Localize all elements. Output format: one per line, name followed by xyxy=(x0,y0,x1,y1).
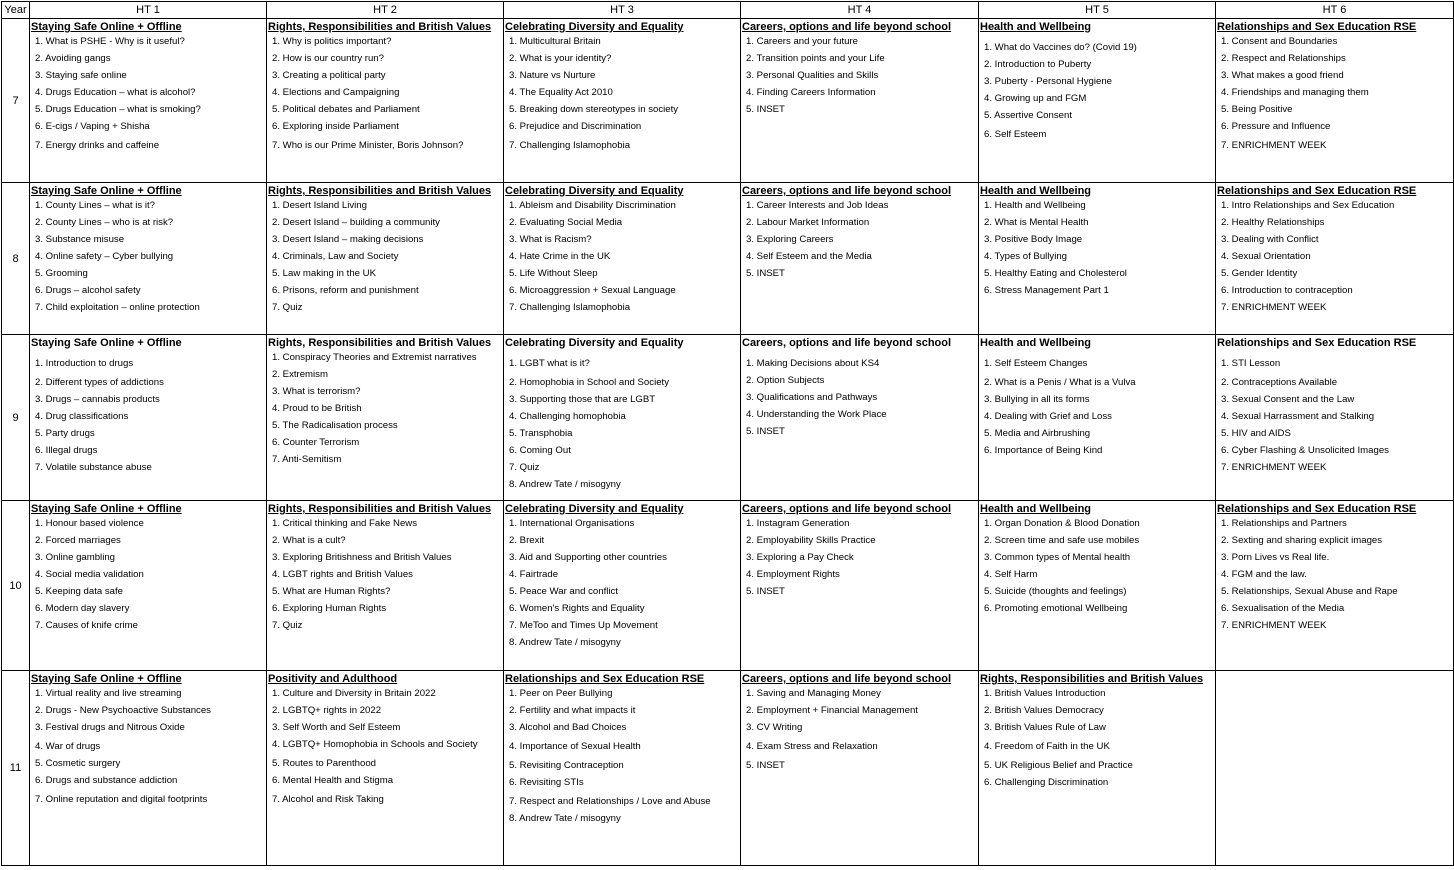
topic-cell xyxy=(504,183,741,335)
lesson-item: 2. Sexting and sharing explicit images xyxy=(1221,535,1383,546)
topic-cell xyxy=(30,183,267,335)
topic-title: Health and Wellbeing xyxy=(980,337,1092,349)
lesson-item: 5. Life Without Sleep xyxy=(509,268,598,279)
lesson-item: 4. Sexual Harrassment and Stalking xyxy=(1221,411,1375,422)
lesson-item: 4. Self Esteem and the Media xyxy=(746,251,872,262)
lesson-item: 3. Sexual Consent and the Law xyxy=(1221,394,1355,405)
lesson-item: 4. Friendships and managing them xyxy=(1221,87,1369,98)
lesson-list xyxy=(979,357,1215,457)
topic-cell xyxy=(504,335,741,501)
lesson-list xyxy=(30,517,266,632)
lesson-item: 3. Festival drugs and Nitrous Oxide xyxy=(35,722,185,733)
lesson-item: 1. Saving and Managing Money xyxy=(746,688,881,699)
topic-cell xyxy=(1216,671,1454,866)
lesson-item: 7. Causes of knife crime xyxy=(35,620,138,631)
lesson-item: 5. Cosmetic surgery xyxy=(35,758,121,769)
lesson-list xyxy=(267,35,503,152)
lesson-item: 6. Women's Rights and Equality xyxy=(509,603,645,614)
lesson-item: 3. Common types of Mental health xyxy=(984,552,1131,563)
lesson-item: 1. Conspiracy Theories and Extremist narratives xyxy=(272,352,477,363)
lesson-item: 5. Peace War and conflict xyxy=(509,586,618,597)
year-label: 10 xyxy=(2,501,30,671)
lesson-item: 5. Revisiting Contraception xyxy=(509,760,624,771)
lesson-list xyxy=(1216,199,1453,314)
lesson-item: 3. What is terrorism? xyxy=(272,386,361,397)
lesson-item: 4. Criminals, Law and Society xyxy=(272,251,399,262)
lesson-item: 6. Challenging Discrimination xyxy=(984,777,1109,788)
lesson-item: 2. Desert Island – building a community xyxy=(272,217,440,228)
lesson-item: 7. Online reputation and digital footprints xyxy=(35,794,208,805)
lesson-list xyxy=(741,35,978,116)
topic-title: Rights, Responsibilities and British Values xyxy=(268,337,492,349)
lesson-list xyxy=(979,199,1215,297)
lesson-item: 2. Respect and Relationships xyxy=(1221,53,1346,64)
lesson-list xyxy=(267,199,503,314)
lesson-item: 4. Exam Stress and Relaxation xyxy=(746,741,878,752)
year-header: Year xyxy=(2,2,30,19)
topic-title: Careers, options and life beyond school xyxy=(742,185,952,197)
topic-title: Relationships and Sex Education RSE xyxy=(1217,503,1417,515)
lesson-item: 2. What is Mental Health xyxy=(984,217,1089,228)
lesson-item: 2. Extremism xyxy=(272,369,328,380)
topic-title: Celebrating Diversity and Equality xyxy=(505,185,684,197)
topic-cell xyxy=(267,501,504,671)
lesson-item: 4. Challenging homophobia xyxy=(509,411,626,422)
lesson-item: 5. Healthy Eating and Cholesterol xyxy=(984,268,1127,279)
lesson-item: 4. Proud to be British xyxy=(272,403,362,414)
topic-title: Relationships and Sex Education RSE xyxy=(1217,337,1417,349)
topic-cell xyxy=(741,671,979,866)
lesson-item: 7. Volatile substance abuse xyxy=(35,462,152,473)
lesson-item: 3. Exploring Britishness and British Values xyxy=(272,552,452,563)
lesson-item: 6. Counter Terrorism xyxy=(272,437,360,448)
lesson-item: 3. Substance misuse xyxy=(35,234,125,245)
topic-title: Rights, Responsibilities and British Values xyxy=(268,185,492,197)
topic-title: Health and Wellbeing xyxy=(980,503,1092,515)
lesson-item: 3. Dealing with Conflict xyxy=(1221,234,1319,245)
lesson-item: 7. ENRICHMENT WEEK xyxy=(1221,462,1327,473)
lesson-list xyxy=(504,357,740,491)
lesson-item: 5. Political debates and Parliament xyxy=(272,104,420,115)
lesson-item: 3. Qualifications and Pathways xyxy=(746,392,878,403)
lesson-item: 7. Child exploitation – online protection xyxy=(35,302,200,313)
lesson-list xyxy=(267,517,503,632)
lesson-item: 2. Option Subjects xyxy=(746,375,825,386)
lesson-item: 2. Evaluating Social Media xyxy=(509,217,623,228)
lesson-item: 2. Transition points and your Life xyxy=(746,53,885,64)
lesson-item: 4. Drugs Education – what is alcohol? xyxy=(35,87,196,98)
lesson-item: 4. Drug classifications xyxy=(35,411,129,422)
lesson-list xyxy=(741,687,978,772)
topic-title: Celebrating Diversity and Equality xyxy=(505,337,684,349)
lesson-item: 3. CV Writing xyxy=(746,722,803,733)
lesson-item: 7. ENRICHMENT WEEK xyxy=(1221,302,1327,313)
lesson-item: 4. Freedom of Faith in the UK xyxy=(984,741,1110,752)
lesson-item: 1. Desert Island Living xyxy=(272,200,367,211)
lesson-item: 1. Peer on Peer Bullying xyxy=(509,688,613,699)
lesson-item: 5. HIV and AIDS xyxy=(1221,428,1291,439)
topic-cell xyxy=(979,183,1216,335)
lesson-item: 2. Fertility and what impacts it xyxy=(509,705,636,716)
lesson-item: 6. Revisiting STIs xyxy=(509,777,584,788)
lesson-item: 6. Modern day slavery xyxy=(35,603,130,614)
lesson-item: 1. County Lines – what is it? xyxy=(35,200,155,211)
lesson-item: 4. Fairtrade xyxy=(509,569,559,580)
lesson-item: 3. Aid and Supporting other countries xyxy=(509,552,667,563)
topic-cell xyxy=(1216,183,1454,335)
lesson-item: 1. Instagram Generation xyxy=(746,518,850,529)
lesson-item: 7. MeToo and Times Up Movement xyxy=(509,620,658,631)
topic-cell xyxy=(979,501,1216,671)
lesson-item: 4. Elections and Campaigning xyxy=(272,87,400,98)
topic-cell xyxy=(741,501,979,671)
year-label: 8 xyxy=(2,183,30,335)
lesson-item: 6. Promoting emotional Wellbeing xyxy=(984,603,1128,614)
lesson-item: 4. Sexual Orientation xyxy=(1221,251,1311,262)
lesson-item: 5. Media and Airbrushing xyxy=(984,428,1091,439)
lesson-item: 1. Careers and your future xyxy=(746,36,858,47)
lesson-item: 4. Employment Rights xyxy=(746,569,840,580)
lesson-item: 4. Importance of Sexual Health xyxy=(509,741,641,752)
lesson-item: 7. Anti-Semitism xyxy=(272,454,342,465)
lesson-item: 8. Andrew Tate / misogyny xyxy=(509,637,621,648)
lesson-item: 2. Brexit xyxy=(509,535,545,546)
lesson-item: 7. Quiz xyxy=(509,462,540,473)
year-label: 7 xyxy=(2,19,30,183)
lesson-item: 4. LGBT rights and British Values xyxy=(272,569,413,580)
lesson-item: 6. Mental Health and Stigma xyxy=(272,775,394,786)
topic-title: Celebrating Diversity and Equality xyxy=(505,21,684,33)
lesson-item: 1. Organ Donation & Blood Donation xyxy=(984,518,1140,529)
lesson-item: 5. INSET xyxy=(746,104,785,115)
lesson-item: 1. Relationships and Partners xyxy=(1221,518,1347,529)
lesson-item: 1. LGBT what is it? xyxy=(509,358,590,369)
lesson-item: 7. Quiz xyxy=(272,302,303,313)
lesson-list xyxy=(979,41,1215,141)
lesson-item: 2. Introduction to Puberty xyxy=(984,59,1092,70)
lesson-item: 3. Puberty - Personal Hygiene xyxy=(984,76,1112,87)
lesson-item: 3. Online gambling xyxy=(35,552,115,563)
lesson-item: 5. Drugs Education – what is smoking? xyxy=(35,104,201,115)
column-header-ht3: HT 3 xyxy=(504,2,741,19)
topic-cell xyxy=(267,335,504,501)
lesson-item: 6. Cyber Flashing & Unsolicited Images xyxy=(1221,445,1389,456)
lesson-item: 5. Routes to Parenthood xyxy=(272,758,377,769)
lesson-item: 4. Finding Careers Information xyxy=(746,87,876,98)
lesson-item: 4. Self Harm xyxy=(984,569,1038,580)
lesson-item: 1. Making Decisions about KS4 xyxy=(746,358,880,369)
lesson-item: 6. E-cigs / Vaping + Shisha xyxy=(35,121,150,132)
lesson-item: 3. Personal Qualities and Skills xyxy=(746,70,879,81)
lesson-item: 1. Introduction to drugs xyxy=(35,358,134,369)
lesson-item: 3. Drugs – cannabis products xyxy=(35,394,160,405)
lesson-item: 2. Employability Skills Practice xyxy=(746,535,876,546)
lesson-list xyxy=(979,517,1215,615)
column-header-ht2: HT 2 xyxy=(267,2,504,19)
lesson-item: 1. Honour based violence xyxy=(35,518,144,529)
lesson-item: 2. Labour Market Information xyxy=(746,217,870,228)
lesson-item: 6. Drugs – alcohol safety xyxy=(35,285,141,296)
lesson-list xyxy=(30,357,266,474)
lesson-item: 3. Exploring Careers xyxy=(746,234,834,245)
lesson-item: 1. Critical thinking and Fake News xyxy=(272,518,418,529)
topic-cell xyxy=(504,19,741,183)
lesson-item: 5. UK Religious Belief and Practice xyxy=(984,760,1133,771)
lesson-item: 4. War of drugs xyxy=(35,741,101,752)
column-header-ht4: HT 4 xyxy=(741,2,979,19)
header-row xyxy=(2,2,1454,19)
topic-cell xyxy=(1216,501,1454,671)
lesson-item: 2. British Values Democracy xyxy=(984,705,1104,716)
topic-cell xyxy=(979,335,1216,501)
lesson-item: 2. Different types of addictions xyxy=(35,377,164,388)
lesson-item: 1. Consent and Boundaries xyxy=(1221,36,1338,47)
lesson-item: 5. Grooming xyxy=(35,268,88,279)
lesson-item: 7. Who is our Prime Minister, Boris Johnson? xyxy=(272,140,464,151)
year-row xyxy=(2,183,1454,335)
lesson-item: 5. Assertive Consent xyxy=(984,110,1072,121)
lesson-item: 5. INSET xyxy=(746,760,785,771)
lesson-item: 3. Porn Lives vs Real life. xyxy=(1221,552,1330,563)
lesson-item: 2. What is your identity? xyxy=(509,53,612,64)
lesson-item: 2. Screen time and safe use mobiles xyxy=(984,535,1140,546)
lesson-item: 6. Prisons, reform and punishment xyxy=(272,285,419,296)
topic-cell xyxy=(741,335,979,501)
topic-title: Relationships and Sex Education RSE xyxy=(1217,21,1417,33)
lesson-item: 6. Stress Management Part 1 xyxy=(984,285,1109,296)
topic-cell xyxy=(267,19,504,183)
lesson-list xyxy=(504,199,740,314)
lesson-item: 1. Career Interests and Job Ideas xyxy=(746,200,889,211)
year-row xyxy=(2,335,1454,501)
lesson-item: 7. Energy drinks and caffeine xyxy=(35,140,160,151)
lesson-item: 3. Desert Island – making decisions xyxy=(272,234,424,245)
lesson-item: 7. Challenging Islamophobia xyxy=(509,140,631,151)
lesson-item: 1. Ableism and Disability Discrimination xyxy=(509,200,676,211)
lesson-item: 2. Avoiding gangs xyxy=(35,53,111,64)
year-row xyxy=(2,501,1454,671)
lesson-item: 6. Introduction to contraception xyxy=(1221,285,1353,296)
lesson-item: 4. Growing up and FGM xyxy=(984,93,1087,104)
lesson-item: 5. Gender Identity xyxy=(1221,268,1298,279)
lesson-item: 1. Why is politics important? xyxy=(272,36,392,47)
lesson-list xyxy=(267,351,503,466)
lesson-item: 1. What do Vaccines do? (Covid 19) xyxy=(984,42,1137,53)
lesson-list xyxy=(30,35,266,152)
lesson-item: 5. The Radicalisation process xyxy=(272,420,398,431)
lesson-item: 4. Online safety – Cyber bullying xyxy=(35,251,174,262)
lesson-item: 4. Dealing with Grief and Loss xyxy=(984,411,1112,422)
curriculum-table xyxy=(1,1,1454,866)
lesson-item: 7. Challenging Islamophobia xyxy=(509,302,631,313)
lesson-item: 7. Respect and Relationships / Love and Abuse xyxy=(509,796,711,807)
lesson-item: 5. Being Positive xyxy=(1221,104,1293,115)
lesson-item: 4. FGM and the law. xyxy=(1221,569,1307,580)
lesson-item: 2. Employment + Financial Management xyxy=(746,705,918,716)
lesson-item: 1. What is PSHE - Why is it useful? xyxy=(35,36,185,47)
topic-title: Relationships and Sex Education RSE xyxy=(1217,185,1417,197)
topic-title: Celebrating Diversity and Equality xyxy=(505,503,684,515)
lesson-list xyxy=(504,687,740,825)
lesson-list xyxy=(504,517,740,649)
lesson-item: 5. Relationships, Sexual Abuse and Rape xyxy=(1221,586,1398,597)
lesson-item: 6. Exploring Human Rights xyxy=(272,603,387,614)
lesson-item: 6. Pressure and Influence xyxy=(1221,121,1331,132)
topic-title: Careers, options and life beyond school xyxy=(742,673,952,685)
lesson-item: 7. ENRICHMENT WEEK xyxy=(1221,620,1327,631)
topic-title: Staying Safe Online + Offline xyxy=(31,185,182,197)
lesson-item: 3. Staying safe online xyxy=(35,70,127,81)
lesson-item: 2. What is a cult? xyxy=(272,535,346,546)
lesson-item: 6. Microaggression + Sexual Language xyxy=(509,285,676,296)
topic-cell xyxy=(1216,19,1454,183)
topic-cell xyxy=(504,501,741,671)
lesson-item: 2. Forced marriages xyxy=(35,535,121,546)
topic-title: Relationships and Sex Education RSE xyxy=(505,673,705,685)
column-header-ht1: HT 1 xyxy=(30,2,267,19)
lesson-item: 3. What makes a good friend xyxy=(1221,70,1344,81)
lesson-item: 1. Culture and Diversity in Britain 2022 xyxy=(272,688,436,699)
lesson-item: 4. Social media validation xyxy=(35,569,144,580)
topic-title: Careers, options and life beyond school xyxy=(742,503,952,515)
lesson-list xyxy=(741,517,978,598)
lesson-item: 2. Contraceptions Available xyxy=(1221,377,1338,388)
lesson-item: 1. Health and Wellbeing xyxy=(984,200,1086,211)
lesson-list xyxy=(1216,357,1453,474)
lesson-item: 1. International Organisations xyxy=(509,518,635,529)
topic-title xyxy=(1216,671,1453,673)
topic-title: Careers, options and life beyond school xyxy=(742,21,952,33)
lesson-item: 3. Bullying in all its forms xyxy=(984,394,1090,405)
lesson-item: 1. Virtual reality and live streaming xyxy=(35,688,182,699)
topic-cell xyxy=(979,19,1216,183)
lesson-item: 4. Types of Bullying xyxy=(984,251,1068,262)
topic-title: Staying Safe Online + Offline xyxy=(31,21,182,33)
topic-title: Positivity and Adulthood xyxy=(268,673,398,685)
lesson-item: 5. INSET xyxy=(746,426,785,437)
topic-cell xyxy=(30,335,267,501)
lesson-list xyxy=(1216,517,1453,632)
lesson-item: 3. Supporting those that are LGBT xyxy=(509,394,656,405)
topic-title: Health and Wellbeing xyxy=(980,185,1092,197)
lesson-item: 3. Nature vs Nurture xyxy=(509,70,596,81)
lesson-item: 4. Hate Crime in the UK xyxy=(509,251,611,262)
lesson-item: 2. Healthy Relationships xyxy=(1221,217,1325,228)
lesson-item: 3. Creating a political party xyxy=(272,70,386,81)
lesson-item: 6. Coming Out xyxy=(509,445,571,456)
year-label: 11 xyxy=(2,671,30,866)
topic-cell xyxy=(741,19,979,183)
lesson-item: 2. Drugs - New Psychoactive Substances xyxy=(35,705,211,716)
topic-cell xyxy=(267,671,504,866)
lesson-item: 5. INSET xyxy=(746,586,785,597)
lesson-item: 4. LGBTQ+ Homophobia in Schools and Society xyxy=(272,739,478,750)
topic-title: Rights, Responsibilities and British Values xyxy=(268,503,492,515)
lesson-item: 5. What are Human Rights? xyxy=(272,586,391,597)
lesson-item: 6. Sexualisation of the Media xyxy=(1221,603,1345,614)
lesson-item: 2. County Lines – who is at risk? xyxy=(35,217,174,228)
year-row xyxy=(2,671,1454,866)
topic-title: Staying Safe Online + Offline xyxy=(31,337,182,349)
topic-cell xyxy=(30,19,267,183)
lesson-item: 3. Positive Body Image xyxy=(984,234,1083,245)
lesson-item: 2. What is a Penis / What is a Vulva xyxy=(984,377,1136,388)
year-row xyxy=(2,19,1454,183)
topic-cell xyxy=(30,501,267,671)
lesson-item: 3. Exploring a Pay Check xyxy=(746,552,854,563)
lesson-item: 7. ENRICHMENT WEEK xyxy=(1221,140,1327,151)
lesson-list xyxy=(30,687,266,806)
lesson-item: 2. Homophobia in School and Society xyxy=(509,377,669,388)
topic-cell xyxy=(504,671,741,866)
lesson-item: 5. Party drugs xyxy=(35,428,95,439)
lesson-item: 6. Self Esteem xyxy=(984,129,1047,140)
lesson-list xyxy=(504,35,740,152)
lesson-item: 1. STI Lesson xyxy=(1221,358,1281,369)
lesson-list xyxy=(267,687,503,806)
lesson-item: 4. The Equality Act 2010 xyxy=(509,87,613,98)
lesson-item: 8. Andrew Tate / misogyny xyxy=(509,813,621,824)
topic-title: Health and Wellbeing xyxy=(980,21,1092,33)
lesson-item: 5. Breaking down stereotypes in society xyxy=(509,104,679,115)
column-header-ht5: HT 5 xyxy=(979,2,1216,19)
lesson-item: 6. Importance of Being Kind xyxy=(984,445,1103,456)
lesson-list xyxy=(1216,35,1453,152)
lesson-item: 5. INSET xyxy=(746,268,785,279)
topic-cell xyxy=(1216,335,1454,501)
lesson-item: 6. Illegal drugs xyxy=(35,445,98,456)
topic-title: Staying Safe Online + Offline xyxy=(31,673,182,685)
lesson-item: 3. What is Racism? xyxy=(509,234,592,245)
lesson-list xyxy=(979,687,1215,789)
lesson-item: 7. Alcohol and Risk Taking xyxy=(272,794,384,805)
topic-cell xyxy=(741,183,979,335)
year-label: 9 xyxy=(2,335,30,501)
lesson-list xyxy=(741,357,978,438)
lesson-item: 6. Exploring inside Parliament xyxy=(272,121,399,132)
lesson-item: 5. Transphobia xyxy=(509,428,573,439)
lesson-item: 1. Self Esteem Changes xyxy=(984,358,1088,369)
lesson-item: 5. Suicide (thoughts and feelings) xyxy=(984,586,1127,597)
topic-title: Staying Safe Online + Offline xyxy=(31,503,182,515)
lesson-item: 2. How is our country run? xyxy=(272,53,384,64)
lesson-list xyxy=(30,199,266,314)
lesson-item: 3. Alcohol and Bad Choices xyxy=(509,722,627,733)
lesson-item: 1. British Values Introduction xyxy=(984,688,1106,699)
lesson-item: 6. Drugs and substance addiction xyxy=(35,775,178,786)
lesson-item: 5. Law making in the UK xyxy=(272,268,376,279)
topic-cell xyxy=(979,671,1216,866)
lesson-item: 4. Understanding the Work Place xyxy=(746,409,887,420)
lesson-item: 7. Quiz xyxy=(272,620,303,631)
column-header-ht6: HT 6 xyxy=(1216,2,1454,19)
lesson-item: 1. Intro Relationships and Sex Education xyxy=(1221,200,1395,211)
lesson-item: 1. Multicultural Britain xyxy=(509,36,601,47)
topic-cell xyxy=(267,183,504,335)
topic-cell xyxy=(30,671,267,866)
lesson-item: 3. Self Worth and Self Esteem xyxy=(272,722,401,733)
lesson-item: 5. Keeping data safe xyxy=(35,586,124,597)
lesson-item: 3. British Values Rule of Law xyxy=(984,722,1106,733)
topic-title: Rights, Responsibilities and British Values xyxy=(268,21,492,33)
lesson-item: 8. Andrew Tate / misogyny xyxy=(509,479,621,490)
lesson-item: 2. LGBTQ+ rights in 2022 xyxy=(272,705,382,716)
topic-title: Careers, options and life beyond school xyxy=(742,337,952,349)
lesson-list xyxy=(741,199,978,280)
topic-title: Rights, Responsibilities and British Values xyxy=(980,673,1204,685)
lesson-item: 6. Prejudice and Discrimination xyxy=(509,121,642,132)
